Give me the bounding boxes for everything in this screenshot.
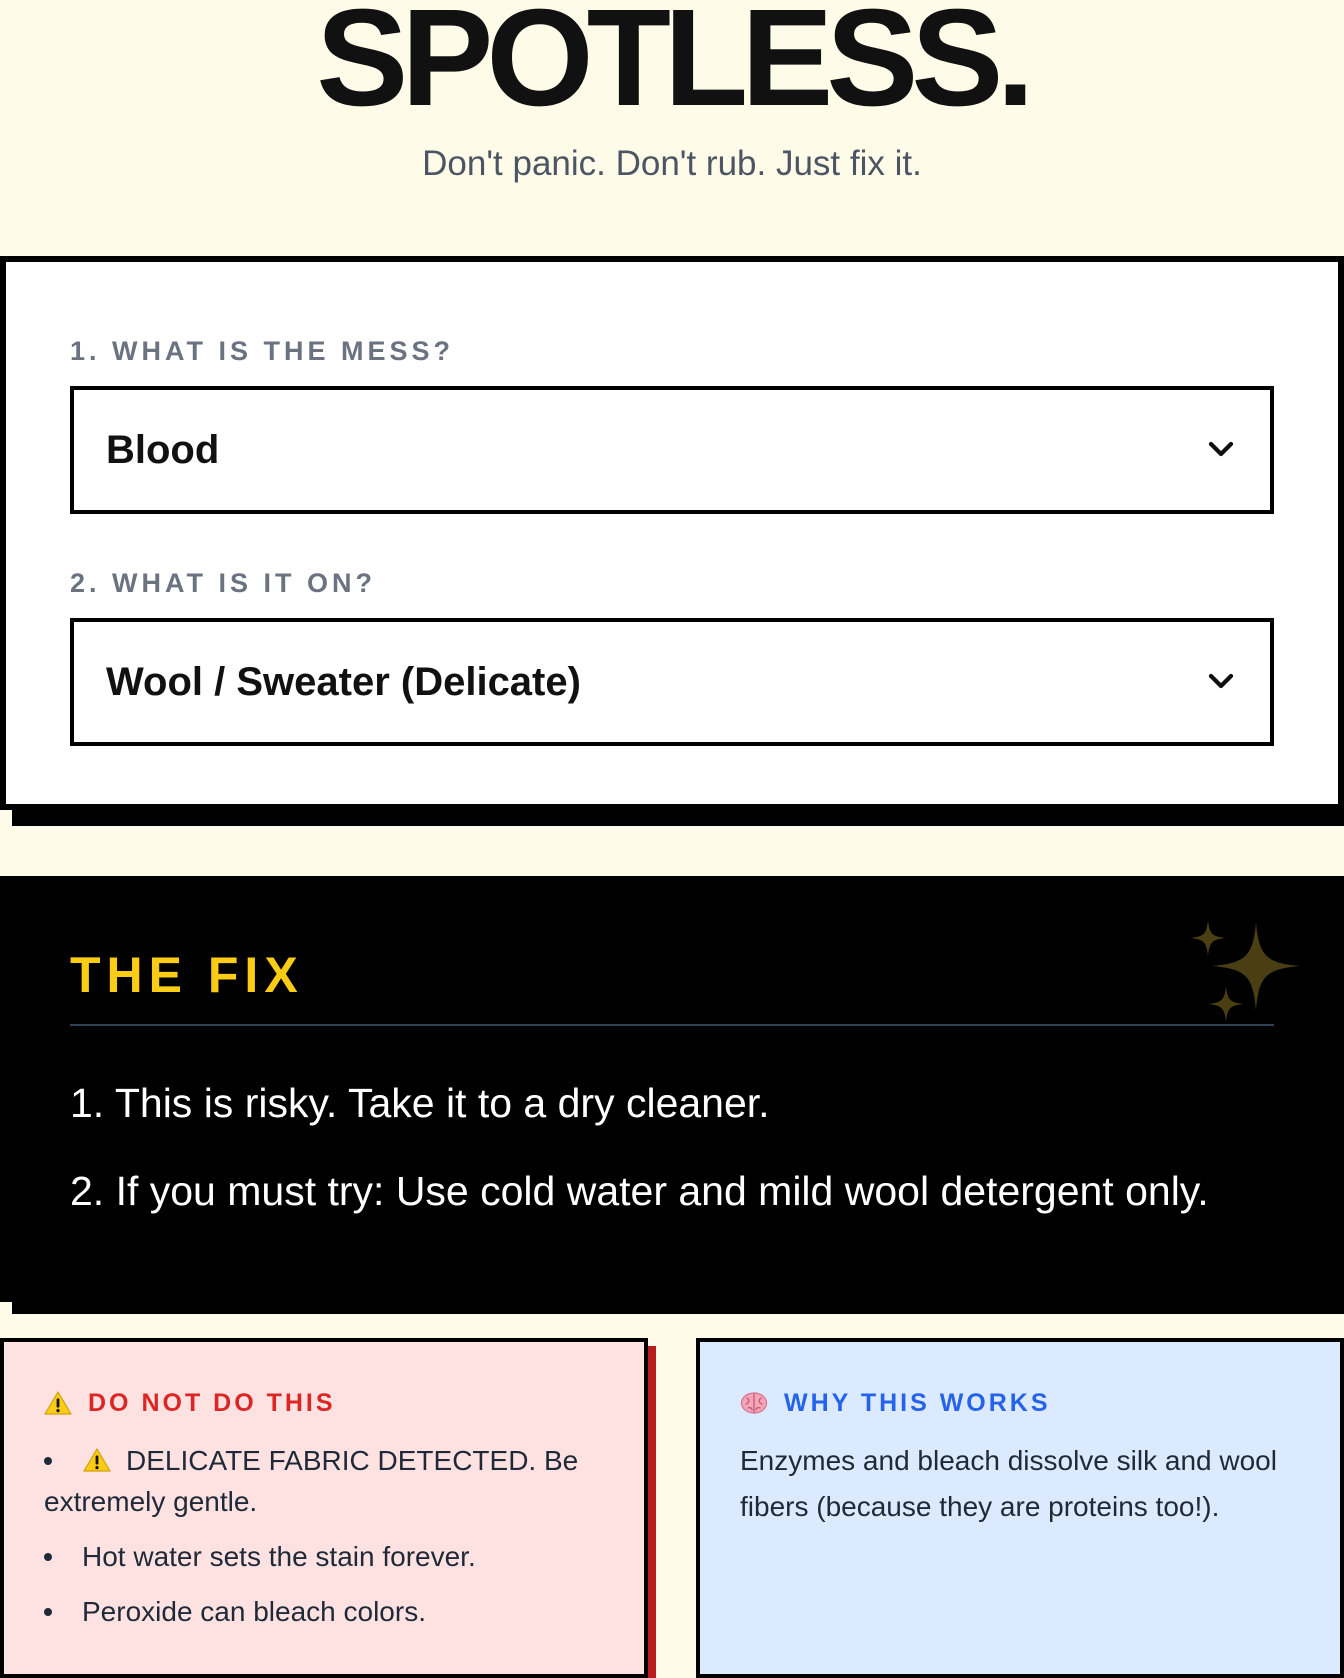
bullet-icon (44, 1553, 52, 1561)
sparkles-icon (1186, 916, 1306, 1036)
list-item-text: DELICATE FABRIC DETECTED. Be extremely gentle. (44, 1445, 579, 1517)
stain-selector-card (0, 256, 1344, 810)
tagline: Don't panic. Don't rub. Just fix it. (422, 144, 922, 183)
fix-panel (0, 876, 1344, 1302)
warning-icon (44, 1390, 72, 1416)
warning-icon (82, 1447, 112, 1473)
list-item (44, 1536, 624, 1577)
fix-step: 1. This is risky. Take it to a dry cleaner. (70, 1080, 770, 1126)
list-item (44, 1591, 624, 1632)
list-item (44, 1440, 624, 1522)
surface-label: 2. WHAT IS IT ON? (70, 568, 376, 598)
mess-select[interactable] (70, 386, 1274, 514)
fix-step: 2. If you must try: Use cold water and mild wool detergent only. (70, 1168, 1209, 1214)
do-not-card (0, 1338, 648, 1678)
list-item-text: Peroxide can bleach colors. (82, 1596, 426, 1627)
fix-title: THE FIX (70, 947, 304, 1003)
why-card (696, 1338, 1344, 1678)
bullet-icon (44, 1457, 52, 1465)
app-logo-title: SPOTLESS. (316, 0, 1028, 135)
surface-select[interactable] (70, 618, 1274, 746)
do-not-title: DO NOT DO THIS (88, 1388, 336, 1417)
chevron-down-icon (1206, 434, 1236, 464)
list-item-text: Hot water sets the stain forever. (82, 1541, 476, 1572)
mess-select-value: Blood (106, 428, 220, 472)
bullet-icon (44, 1608, 52, 1616)
why-title: WHY THIS WORKS (784, 1388, 1051, 1417)
why-text: Enzymes and bleach dissolve silk and wool fibers (because they are proteins too!). (740, 1445, 1277, 1522)
chevron-down-icon (1206, 666, 1236, 696)
brain-icon (740, 1390, 768, 1416)
fix-divider (70, 1024, 1274, 1026)
surface-select-value: Wool / Sweater (Delicate) (106, 660, 581, 704)
do-not-header (44, 1386, 336, 1420)
mess-label: 1. WHAT IS THE MESS? (70, 336, 455, 366)
why-header (740, 1386, 1051, 1420)
do-not-list (44, 1440, 624, 1646)
